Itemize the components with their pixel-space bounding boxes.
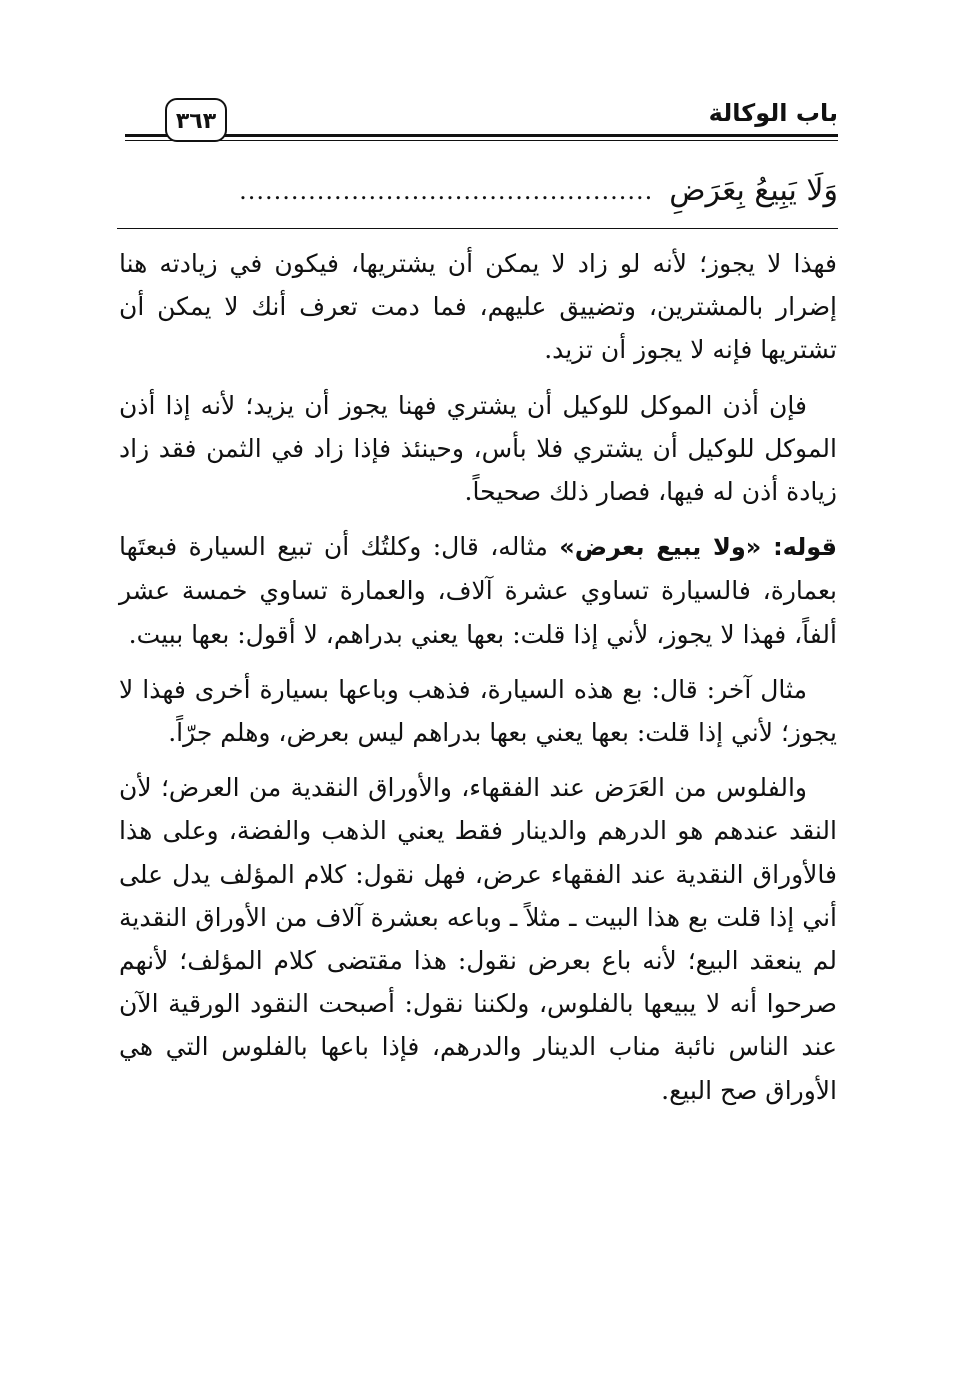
matn-dots: ................................................ [239, 177, 654, 205]
paragraph-5: والفلوس من العَرَض عند الفقهاء، والأوراق النقدية من العرض؛ لأن النقد عندهم هو الدرهم والدينار فقط يعني الذهب والفضة، وعلى هذا فالأوراق النقدية عند الفقهاء عرض، فهل نقول: كلام المؤلف يدل على أني إذا قلت بع هذا البيت ـ مثلاً ـ وباعه بعشرة آلاف من الأوراق النقدية لم ينعقد البيع؛ لأنه باع بعرض نقول: هذا مقتضى كلام المؤلف؛ لأنهم صرحوا أنه لا يبيعها بالفلوس، ولكننا نقول: أصبحت النقود الورقية الآن عند الناس نائبة مناب الدينار والدرهم، فإذا باعها بالفلوس التي هي الأوراق صح البيع. [119, 773, 837, 1105]
page-header [125, 98, 838, 148]
matn-text: وَلَا يَبِيعُ بِعَرَضٍ [669, 173, 838, 208]
running-title: باب الوكالة [708, 99, 838, 127]
paragraph-4: مثال آخر: قال: بع هذه السيارة، فذهب وباعها بسيارة أخرى فهذا لا يجوز؛ لأني إذا قلت: بعها يعني بعها بدراهم ليس بعرض، وهلم جرّاً. [119, 674, 837, 748]
header-rule-thin [125, 140, 838, 141]
paragraph-3-text: مثاله، قال: وكلتُك أن تبيع السيارة فبعتَها بعمارة، فالسيارة تساوي عشرة آلاف، والعمارة تساوي خمسة عشر ألفاً، فهذا لا يجوز، لأني إذا قلت: بعها يعني بدراهم، لا أقول: بعها ببيت. [119, 532, 837, 649]
page-number: ٣٦٣ [165, 98, 227, 142]
paragraph-2: فإن أذن الموكل للوكيل أن يشتري فهنا يجوز أن يزيد؛ لأنه إذا أذن الموكل للوكيل أن يشتري فلا بأس، وحينئذ فإذا زاد في الثمن فقد زاد زيادة أذن له فيها، فصار ذلك صحيحاً. [119, 390, 837, 507]
quoted-lemma: قوله: «ولا يبيع بعرض» [559, 533, 837, 562]
paragraph-3 [119, 525, 837, 656]
header-rule [125, 134, 838, 137]
paragraph-1: فهذا لا يجوز؛ لأنه لو زاد لا يمكن أن يشتريها، فيكون في زيادته هنا إضرار بالمشترين، وتضييق عليهم، فما دمت تعرف أنك لا يمكن أن تشتريها فإنه لا يجوز أن تزيد. [119, 249, 837, 365]
matn-line [117, 168, 838, 214]
page-body [119, 242, 837, 1124]
matn-rule [117, 228, 838, 229]
